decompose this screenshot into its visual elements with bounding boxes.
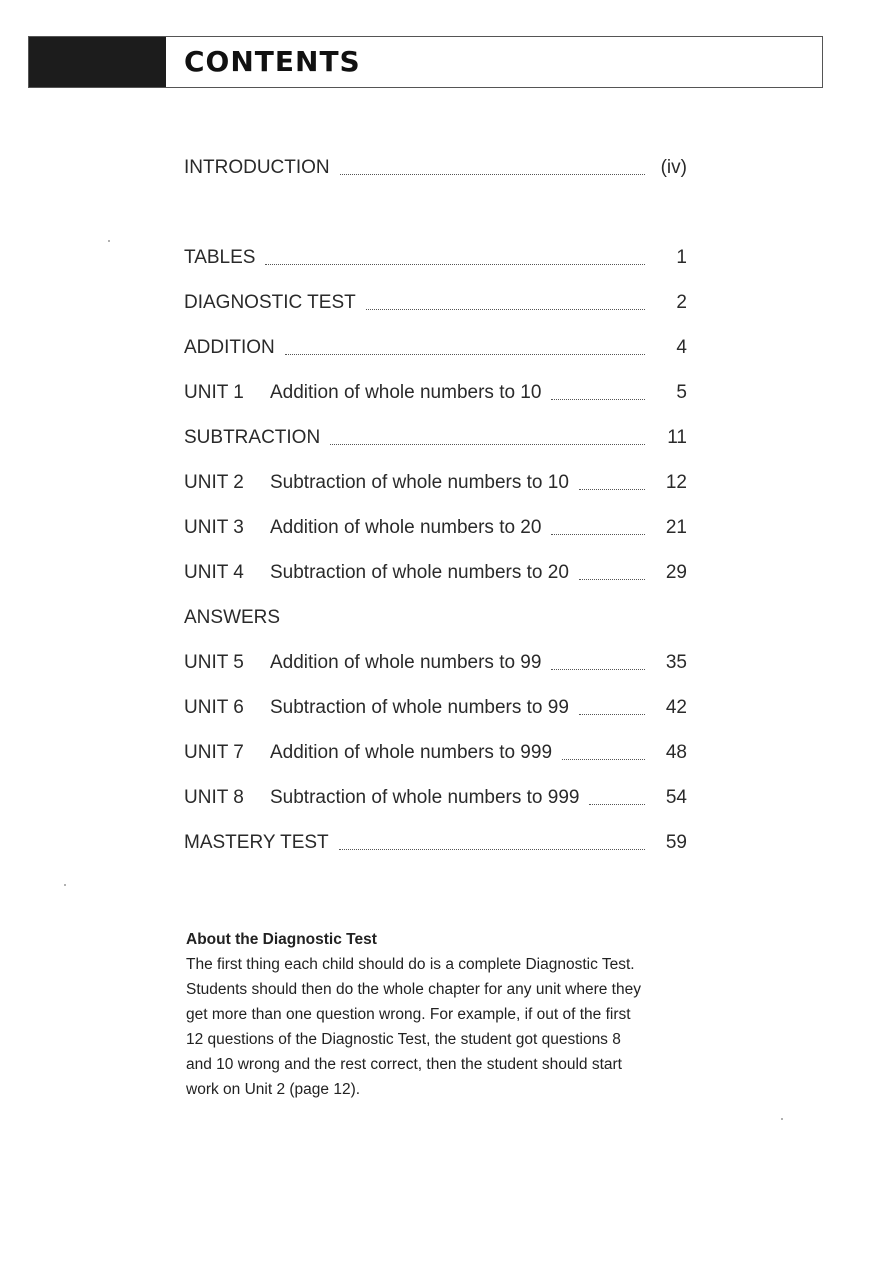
- toc-dot-leader: [339, 849, 645, 850]
- toc-entry: [184, 472, 687, 502]
- toc-dot-leader: [589, 804, 645, 805]
- toc-entry-label: [184, 607, 280, 629]
- toc-unit-number: UNIT 7: [184, 742, 244, 763]
- toc-title: Subtraction of whole numbers to 99: [270, 697, 569, 718]
- scan-speck: [781, 1118, 783, 1120]
- toc-entry: [184, 247, 687, 277]
- toc-unit-number: UNIT 8: [184, 787, 244, 808]
- toc-entry: [184, 157, 687, 187]
- toc-page-number: 35: [665, 652, 687, 673]
- toc-entry: [184, 517, 687, 547]
- toc-title: MASTERY TEST: [184, 832, 329, 853]
- toc-entry-label: [184, 562, 569, 584]
- toc-page-number: 5: [676, 382, 687, 403]
- toc-entry-label: [184, 427, 320, 449]
- toc-entry-label: [184, 472, 569, 494]
- toc-page-number: 4: [676, 337, 687, 358]
- toc-title: DIAGNOSTIC TEST: [184, 292, 356, 313]
- toc-title: Addition of whole numbers to 20: [270, 517, 542, 538]
- note-line: 12 questions of the Diagnostic Test, the student got questions 8: [186, 1031, 621, 1048]
- toc-title: Subtraction of whole numbers to 999: [270, 787, 580, 808]
- toc-page-number: 42: [665, 697, 687, 718]
- toc-dot-leader: [551, 534, 645, 535]
- toc-page-number: 59: [665, 832, 687, 853]
- toc-page-number: (iv): [660, 157, 687, 178]
- toc-entry-label: [184, 697, 569, 719]
- note-line: Students should then do the whole chapter for any unit where they: [186, 981, 641, 998]
- header-dark-block: [29, 37, 166, 87]
- toc-entry-label: [184, 787, 579, 809]
- note-line: and 10 wrong and the rest correct, then the student should start: [186, 1056, 622, 1073]
- toc-title: INTRODUCTION: [184, 157, 330, 178]
- diagnostic-note: [186, 927, 706, 1102]
- toc-dot-leader: [285, 354, 645, 355]
- toc-dot-leader: [366, 309, 645, 310]
- toc-dot-leader: [579, 714, 645, 715]
- toc-page-number: 12: [665, 472, 687, 493]
- toc-dot-leader: [579, 579, 645, 580]
- toc-entry-label: [184, 157, 330, 179]
- note-line: The first thing each child should do is a complete Diagnostic Test.: [186, 956, 635, 973]
- toc-entry: [184, 697, 687, 727]
- note-line: get more than one question wrong. For example, if out of the first: [186, 1006, 631, 1023]
- toc-entry-label: [184, 517, 541, 539]
- toc-title: Addition of whole numbers to 99: [270, 652, 542, 673]
- toc-unit-number: UNIT 6: [184, 697, 244, 718]
- toc-entry-label: [184, 832, 329, 854]
- toc-entry-label: [184, 742, 552, 764]
- toc-entry-label: [184, 652, 541, 674]
- toc-unit-number: UNIT 1: [184, 382, 244, 403]
- toc-title: ADDITION: [184, 337, 275, 358]
- toc-dot-leader: [551, 399, 645, 400]
- toc-unit-number: UNIT 5: [184, 652, 244, 673]
- toc-entry: [184, 427, 687, 457]
- toc-dot-leader: [340, 174, 645, 175]
- toc-entry: [184, 742, 687, 772]
- toc-page-number: 54: [665, 787, 687, 808]
- toc-page-number: 48: [665, 742, 687, 763]
- toc-entry: [184, 337, 687, 367]
- toc-page-number: 11: [667, 427, 687, 448]
- toc-entry: [184, 292, 687, 322]
- toc-entry: [184, 607, 687, 637]
- scan-speck: [64, 884, 66, 886]
- toc-dot-leader: [330, 444, 645, 445]
- toc-dot-leader: [579, 489, 645, 490]
- contents-header-bar: [28, 36, 823, 88]
- toc-dot-leader: [551, 669, 645, 670]
- toc-dot-leader: [562, 759, 645, 760]
- toc-title: TABLES: [184, 247, 256, 268]
- toc-title: SUBTRACTION: [184, 427, 321, 448]
- note-heading: About the Diagnostic Test: [186, 931, 377, 948]
- toc-page-number: 29: [665, 562, 687, 583]
- note-line: work on Unit 2 (page 12).: [186, 1081, 361, 1098]
- toc-entry: [184, 562, 687, 592]
- toc-entry-label: [184, 382, 541, 404]
- page-title: CONTENTS: [184, 45, 361, 78]
- toc-unit-number: UNIT 2: [184, 472, 244, 493]
- toc-page-number: 2: [676, 292, 687, 313]
- toc-title: Addition of whole numbers to 999: [270, 742, 553, 763]
- toc-entry: [184, 832, 687, 862]
- toc-page-number: 21: [665, 517, 687, 538]
- toc-title: ANSWERS: [184, 607, 281, 628]
- toc-entry: [184, 652, 687, 682]
- scan-speck: [108, 240, 110, 242]
- toc-title: Addition of whole numbers to 10: [270, 382, 542, 403]
- toc-entry-label: [184, 247, 255, 269]
- toc-unit-number: UNIT 3: [184, 517, 244, 538]
- toc-entry-label: [184, 337, 275, 359]
- toc-dot-leader: [265, 264, 645, 265]
- toc-unit-number: UNIT 4: [184, 562, 244, 583]
- toc-title: Subtraction of whole numbers to 10: [270, 472, 569, 493]
- toc-page-number: 1: [676, 247, 687, 268]
- toc-entry: [184, 382, 687, 412]
- toc-entry: [184, 787, 687, 817]
- toc-entry-label: [184, 292, 356, 314]
- toc-title: Subtraction of whole numbers to 20: [270, 562, 569, 583]
